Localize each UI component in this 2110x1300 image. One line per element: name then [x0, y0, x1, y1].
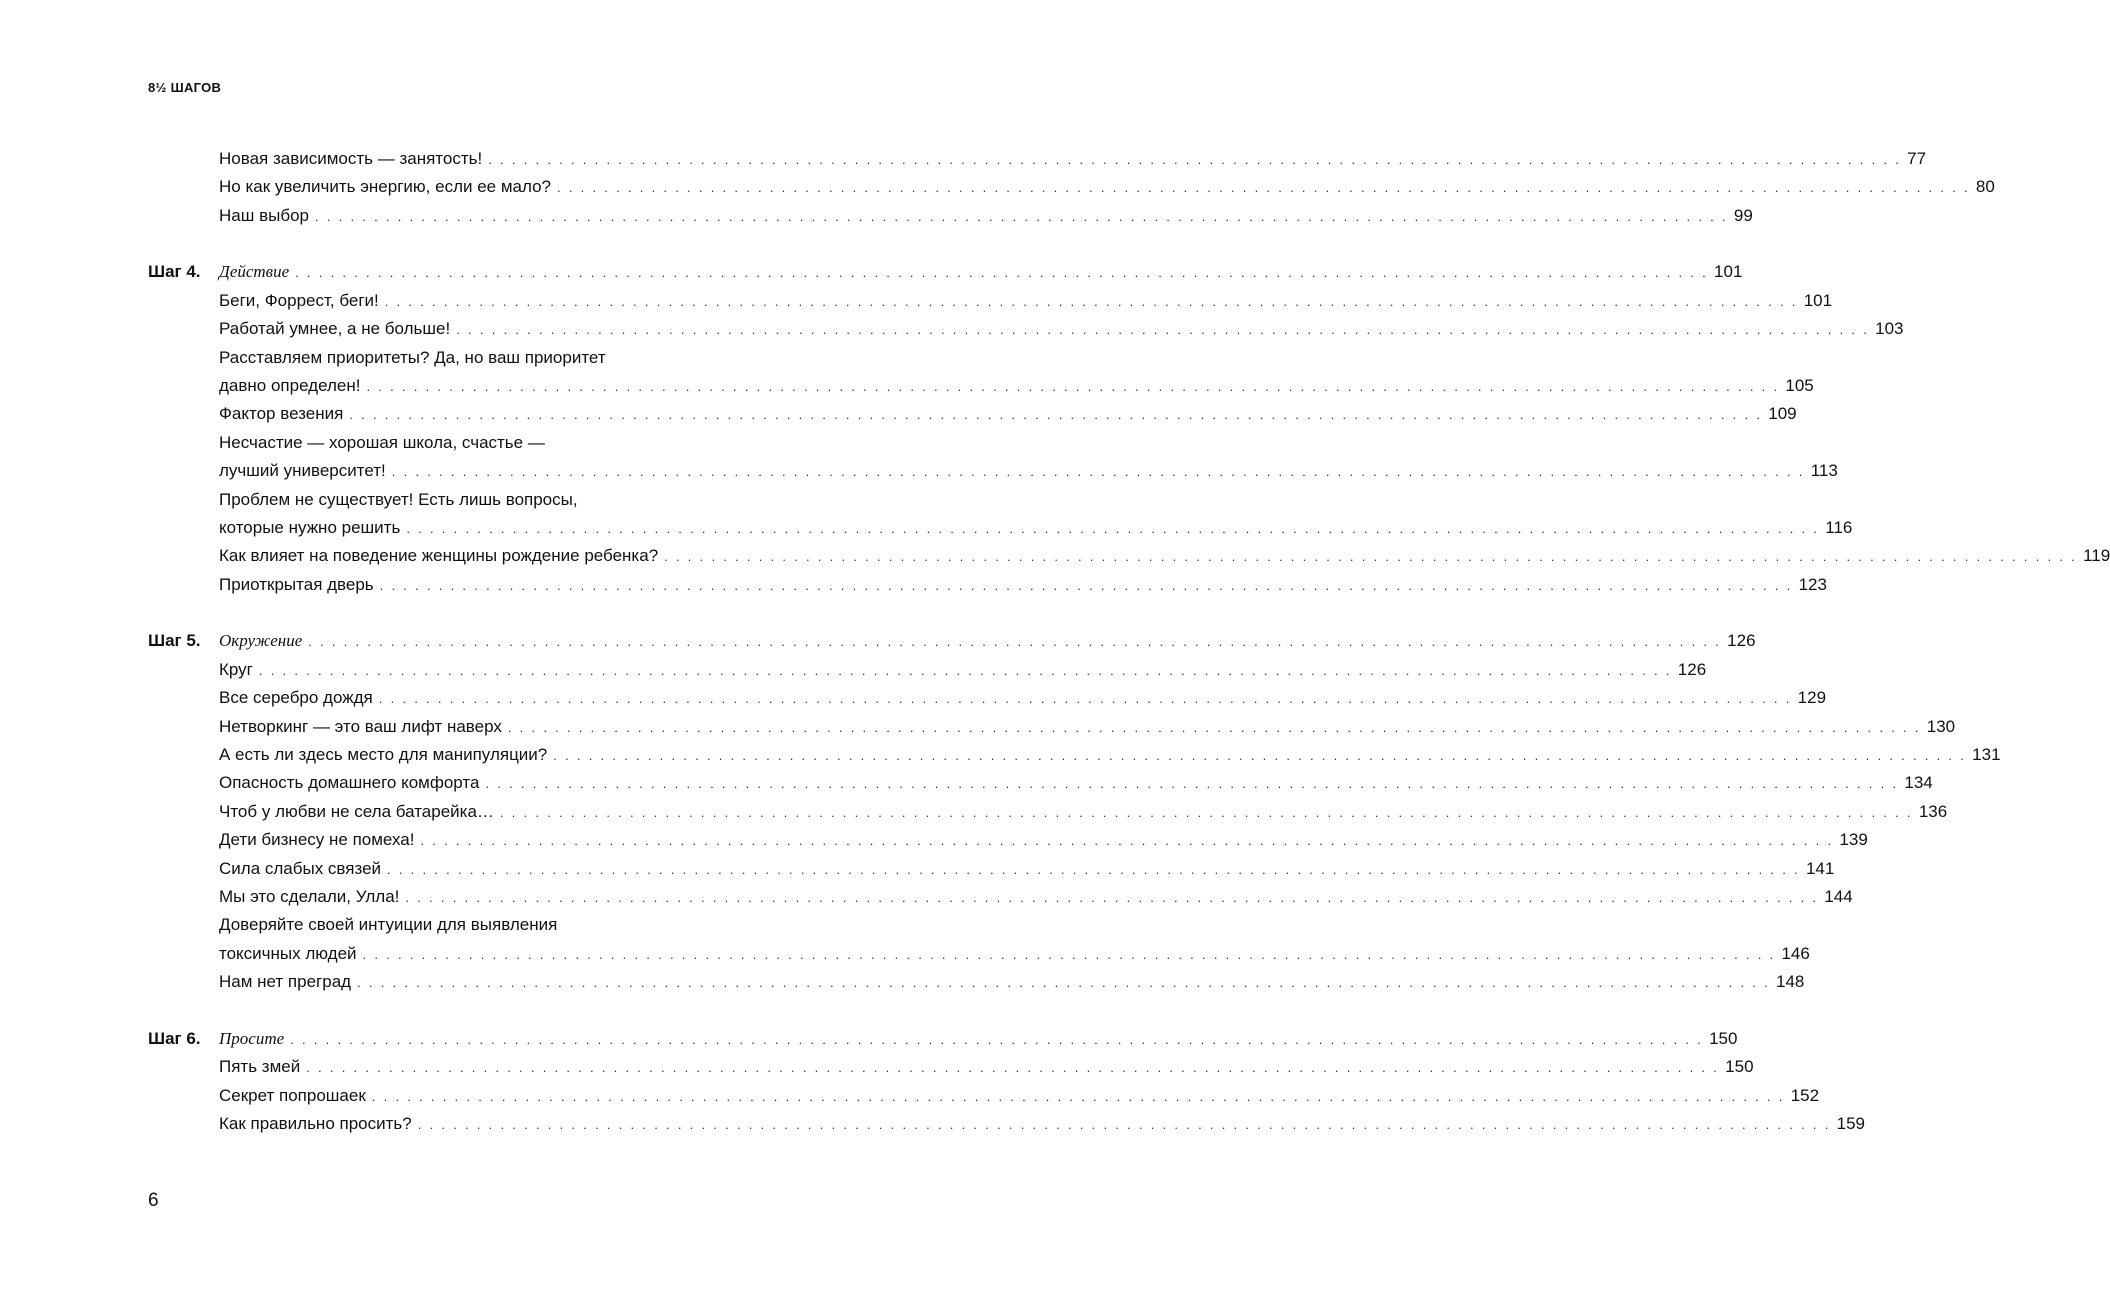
toc-step-label: Шаг 5. [148, 631, 201, 651]
toc-entry [219, 486, 762, 514]
toc-row [0, 798, 1948, 826]
toc-row [0, 1053, 1754, 1081]
toc-dot-leader: . . . . . . . . . . . . . . . . . . . . . . . . . . . . . . . . . . . . . . . . . . . . . . . . . . . . . . . . . . . . . . . . . . . . . . . . . . . . . . . . . . . . . . . . . . . . . . . . . . . . . . . . . . . . . . . . . . . . . . . . [391, 464, 1805, 480]
toc-dot-leader: . . . . . . . . . . . . . . . . . . . . . . . . . . . . . . . . . . . . . . . . . . . . . . . . . . . . . . . . . . . . . . . . . . . . . . . . . . . . . . . . . . . . . . . . . . . . . . . . . . . . . . . . . . . . . . . . . . . . . . . . [456, 322, 1870, 338]
toc-dot-leader: . . . . . . . . . . . . . . . . . . . . . . . . . . . . . . . . . . . . . . . . . . . . . . . . . . . . . . . . . . . . . . . . . . . . . . . . . . . . . . . . . . . . . . . . . . . . . . . . . . . . . . . . . . . . . . . . . . . . . . . . [349, 407, 1763, 423]
toc-page-number: 129 [1797, 688, 1827, 708]
toc-dot-leader: . . . . . . . . . . . . . . . . . . . . . . . . . . . . . . . . . . . . . . . . . . . . . . . . . . . . . . . . . . . . . . . . . . . . . . . . . . . . . . . . . . . . . . . . . . . . . . . . . . . . . . . . . . . . . . . . . . . . . . . . [306, 1060, 1720, 1076]
toc-entry-title: А есть ли здесь место для манипуляции? [219, 745, 548, 765]
toc-page-number: 139 [1839, 830, 1868, 850]
toc-page-number: 116 [1825, 517, 1853, 537]
toc-dot-leader: . . . . . . . . . . . . . . . . . . . . . . . . . . . . . . . . . . . . . . . . . . . . . . . . . . . . . . . . . . . . . . . . . . . . . . . . . . . . . . . . . . . . . . . . . . . . . . . . . . . . . . . . . . . . . . . . . . . . . . . . [507, 719, 1921, 735]
toc-step-row [0, 1025, 1738, 1053]
toc-entry-title: Опасность домашнего комфорта [219, 773, 480, 793]
toc-row [0, 429, 904, 457]
toc-dot-leader: . . . . . . . . . . . . . . . . . . . . . . . . . . . . . . . . . . . . . . . . . . . . . . . . . . . . . . . . . . . . . . . . . . . . . . . . . . . . . . . . . . . . . . . . . . . . . . . . . . . . . . . . . . . . . . . . . . . . . . . . [664, 549, 2078, 565]
toc-entry-title: токсичных людей [219, 943, 357, 963]
toc-row [0, 287, 1833, 315]
toc-entry-title: Расставляем приоритеты? Да, но ваш приоритет [219, 347, 606, 367]
toc-row [0, 173, 1995, 201]
toc-entry [219, 344, 762, 372]
toc-page-number: 101 [1714, 262, 1743, 282]
toc-entry-title: Дети бизнесу не помеха! [219, 830, 415, 850]
toc-row [0, 344, 904, 372]
toc-entry [219, 713, 1956, 741]
toc-row [0, 571, 1827, 599]
toc-page-number: 123 [1798, 574, 1827, 594]
toc-entry [219, 940, 1810, 968]
toc-entry-title: Несчастие — хорошая школа, счастье — [219, 432, 545, 452]
toc-step-label: Шаг 4. [148, 262, 201, 282]
toc-page-number: 150 [1709, 1028, 1738, 1048]
section-gap [0, 230, 904, 258]
toc-page-number: 105 [1785, 376, 1814, 396]
toc-entry [219, 1025, 1738, 1053]
toc-page-number: 144 [1824, 886, 1853, 906]
toc-page-number: 126 [1727, 631, 1756, 651]
toc-row [0, 713, 1956, 741]
toc-dot-leader: . . . . . . . . . . . . . . . . . . . . . . . . . . . . . . . . . . . . . . . . . . . . . . . . . . . . . . . . . . . . . . . . . . . . . . . . . . . . . . . . . . . . . . . . . . . . . . . . . . . . . . . . . . . . . . . . . . . . . . . . [258, 662, 1672, 678]
page-number: 6 [148, 1190, 159, 1211]
section-gap [0, 599, 904, 627]
toc-entry [219, 258, 1743, 286]
toc-row [0, 940, 1810, 968]
running-head: 8½ ШАГОВ [148, 80, 222, 95]
toc-page-number: 141 [1805, 858, 1835, 878]
toc-entry-title: лучший университет! [219, 461, 386, 481]
toc-dot-leader: . . . . . . . . . . . . . . . . . . . . . . . . . . . . . . . . . . . . . . . . . . . . . . . . . . . . . . . . . . . . . . . . . . . . . . . . . . . . . . . . . . . . . . . . . . . . . . . . . . . . . . . . . . . . . . . . . . . . . . . . [290, 1031, 1704, 1047]
toc-entry-title: Наш выбор [219, 205, 309, 225]
toc-dot-leader: . . . . . . . . . . . . . . . . . . . . . . . . . . . . . . . . . . . . . . . . . . . . . . . . . . . . . . . . . . . . . . . . . . . . . . . . . . . . . . . . . . . . . . . . . . . . . . . . . . . . . . . . . . . . . . . . . . . . . . . . [378, 691, 1792, 707]
toc-row [0, 855, 1835, 883]
toc-entry-title: Пять змей [219, 1057, 301, 1077]
toc-entry [219, 372, 1814, 400]
toc-entry-title: Проблем не существует! Есть лишь вопросы, [219, 489, 578, 509]
toc-page-number: 130 [1926, 716, 1956, 736]
toc-entry-title: Работай умнее, а не больше! [219, 319, 451, 339]
section-gap [0, 997, 904, 1025]
toc-page-number: 103 [1875, 319, 1904, 339]
toc-entry [219, 400, 1797, 428]
toc-dot-leader: . . . . . . . . . . . . . . . . . . . . . . . . . . . . . . . . . . . . . . . . . . . . . . . . . . . . . . . . . . . . . . . . . . . . . . . . . . . . . . . . . . . . . . . . . . . . . . . . . . . . . . . . . . . . . . . . . . . . . . . . [553, 748, 1967, 764]
toc-entry [219, 315, 1904, 343]
toc-page-number: 146 [1781, 943, 1810, 963]
toc-page-number: 150 [1725, 1057, 1754, 1077]
toc-dot-leader: . . . . . . . . . . . . . . . . . . . . . . . . . . . . . . . . . . . . . . . . . . . . . . . . . . . . . . . . . . . . . . . . . . . . . . . . . . . . . . . . . . . . . . . . . . . . . . . . . . . . . . . . . . . . . . . . . . . . . . . . [485, 776, 1899, 792]
toc-page-number: 80 [1975, 177, 1995, 197]
toc-entry [219, 542, 2110, 570]
toc-dot-leader: . . . . . . . . . . . . . . . . . . . . . . . . . . . . . . . . . . . . . . . . . . . . . . . . . . . . . . . . . . . . . . . . . . . . . . . . . . . . . . . . . . . . . . . . . . . . . . . . . . . . . . . . . . . . . . . . . . . . . . . . [488, 152, 1902, 167]
toc-row [0, 514, 1853, 542]
toc-page-number: 109 [1768, 404, 1797, 424]
toc-page-number: 99 [1733, 205, 1753, 225]
toc-entry-title: Чтоб у любви не села батарейка… [219, 801, 494, 821]
toc-dot-leader: . . . . . . . . . . . . . . . . . . . . . . . . . . . . . . . . . . . . . . . . . . . . . . . . . . . . . . . . . . . . . . . . . . . . . . . . . . . . . . . . . . . . . . . . . . . . . . . . . . . . . . . . . . . . . . . . . . . . . . . . [357, 975, 1770, 991]
toc-entry [219, 1082, 1820, 1110]
toc-entry [219, 883, 1853, 911]
table-of-contents [0, 145, 2110, 1138]
toc-row [0, 883, 1853, 911]
toc-row [0, 656, 1707, 684]
toc-dot-leader: . . . . . . . . . . . . . . . . . . . . . . . . . . . . . . . . . . . . . . . . . . . . . . . . . . . . . . . . . . . . . . . . . . . . . . . . . . . . . . . . . . . . . . . . . . . . . . . . . . . . . . . . . . . . . . . . . . . . . . . . [417, 1117, 1831, 1132]
toc-dot-leader: . . . . . . . . . . . . . . . . . . . . . . . . . . . . . . . . . . . . . . . . . . . . . . . . . . . . . . . . . . . . . . . . . . . . . . . . . . . . . . . . . . . . . . . . . . . . . . . . . . . . . . . . . . . . . . . . . . . . . . . . [295, 265, 1709, 281]
toc-dot-leader: . . . . . . . . . . . . . . . . . . . . . . . . . . . . . . . . . . . . . . . . . . . . . . . . . . . . . . . . . . . . . . . . . . . . . . . . . . . . . . . . . . . . . . . . . . . . . . . . . . . . . . . . . . . . . . . . . . . . . . . . [557, 180, 1970, 196]
toc-entry-title: Нам нет преград [219, 972, 352, 992]
toc-step-row [0, 627, 1756, 655]
toc-dot-leader: . . . . . . . . . . . . . . . . . . . . . . . . . . . . . . . . . . . . . . . . . . . . . . . . . . . . . . . . . . . . . . . . . . . . . . . . . . . . . . . . . . . . . . . . . . . . . . . . . . . . . . . . . . . . . . . . . . . . . . . . [371, 1088, 1785, 1104]
toc-entry [219, 769, 1933, 797]
toc-entry-title: давно определен! [219, 376, 361, 396]
toc-entry [219, 571, 1827, 599]
toc-entry [219, 145, 1927, 173]
toc-dot-leader: . . . . . . . . . . . . . . . . . . . . . . . . . . . . . . . . . . . . . . . . . . . . . . . . . . . . . . . . . . . . . . . . . . . . . . . . . . . . . . . . . . . . . . . . . . . . . . . . . . . . . . . . . . . . . . . . . . . . . . . . [405, 889, 1819, 905]
toc-row [0, 457, 1838, 485]
toc-entry-title: Но как увеличить энергию, если ее мало? [219, 177, 551, 197]
toc-dot-leader: . . . . . . . . . . . . . . . . . . . . . . . . . . . . . . . . . . . . . . . . . . . . . . . . . . . . . . . . . . . . . . . . . . . . . . . . . . . . . . . . . . . . . . . . . . . . . . . . . . . . . . . . . . . . . . . . . . . . . . . . [362, 946, 1776, 962]
toc-step-row [0, 258, 1743, 286]
toc-row [0, 542, 2110, 570]
toc-dot-leader: . . . . . . . . . . . . . . . . . . . . . . . . . . . . . . . . . . . . . . . . . . . . . . . . . . . . . . . . . . . . . . . . . . . . . . . . . . . . . . . . . . . . . . . . . . . . . . . . . . . . . . . . . . . . . . . . . . . . . . . . [366, 379, 1780, 395]
toc-entry-title: Доверяйте своей интуиции для выявления [219, 915, 558, 935]
toc-entry-title: Как влияет на поведение женщины рождение ребенка? [219, 546, 659, 566]
toc-entry-title: Как правильно просить? [219, 1114, 412, 1133]
toc-entry-title: Мы это сделали, Улла! [219, 886, 400, 906]
toc-row [0, 315, 1904, 343]
toc-step-title: Действие [219, 262, 290, 282]
toc-entry [219, 911, 762, 939]
toc-page-number: 126 [1677, 659, 1707, 679]
toc-entry-title: Секрет попрошаек [219, 1085, 366, 1105]
toc-row [0, 1110, 1866, 1138]
toc-entry [219, 173, 1995, 201]
toc-row [0, 145, 1927, 173]
toc-step-title: Просите [219, 1028, 285, 1048]
toc-entry [219, 429, 762, 457]
toc-entry [219, 1110, 1866, 1138]
toc-dot-leader: . . . . . . . . . . . . . . . . . . . . . . . . . . . . . . . . . . . . . . . . . . . . . . . . . . . . . . . . . . . . . . . . . . . . . . . . . . . . . . . . . . . . . . . . . . . . . . . . . . . . . . . . . . . . . . . . . . . . . . . . [384, 293, 1798, 309]
toc-entry-title: Круг [219, 659, 253, 679]
toc-row [0, 486, 904, 514]
toc-entry [219, 684, 1827, 712]
toc-entry-title: Нетворкинг — это ваш лифт наверх [219, 716, 502, 736]
toc-entry [219, 968, 1805, 996]
toc-page-number: 119 [2083, 546, 2110, 566]
toc-row [0, 1082, 1820, 1110]
toc-entry [219, 826, 1868, 854]
toc-row [0, 372, 1814, 400]
toc-dot-leader: . . . . . . . . . . . . . . . . . . . . . . . . . . . . . . . . . . . . . . . . . . . . . . . . . . . . . . . . . . . . . . . . . . . . . . . . . . . . . . . . . . . . . . . . . . . . . . . . . . . . . . . . . . . . . . . . . . . . . . . . [387, 861, 1800, 877]
toc-step-label: Шаг 6. [148, 1028, 201, 1048]
toc-page-number: 101 [1803, 290, 1833, 310]
toc-page-number: 134 [1904, 773, 1933, 793]
toc-entry-title: которые нужно решить [219, 517, 401, 537]
toc-dot-leader: . . . . . . . . . . . . . . . . . . . . . . . . . . . . . . . . . . . . . . . . . . . . . . . . . . . . . . . . . . . . . . . . . . . . . . . . . . . . . . . . . . . . . . . . . . . . . . . . . . . . . . . . . . . . . . . . . . . . . . . . [406, 520, 1820, 536]
toc-page-number: 77 [1907, 149, 1927, 168]
toc-row [0, 968, 1805, 996]
toc-page-number: 148 [1776, 972, 1805, 992]
toc-row [0, 202, 1753, 230]
toc-entry [219, 627, 1756, 655]
toc-dot-leader: . . . . . . . . . . . . . . . . . . . . . . . . . . . . . . . . . . . . . . . . . . . . . . . . . . . . . . . . . . . . . . . . . . . . . . . . . . . . . . . . . . . . . . . . . . . . . . . . . . . . . . . . . . . . . . . . . . . . . . . . [315, 208, 1728, 224]
toc-page-number: 113 [1810, 461, 1838, 481]
toc-page-number: 136 [1918, 801, 1948, 821]
toc-row [0, 741, 2001, 769]
toc-step-title: Окружение [219, 631, 303, 651]
toc-entry-title: Фактор везения [219, 404, 344, 424]
toc-page-number: 159 [1836, 1114, 1866, 1133]
toc-entry [219, 741, 2001, 769]
toc-entry-title: Приоткрытая дверь [219, 574, 374, 594]
toc-row [0, 911, 904, 939]
toc-row [0, 769, 1933, 797]
toc-dot-leader: . . . . . . . . . . . . . . . . . . . . . . . . . . . . . . . . . . . . . . . . . . . . . . . . . . . . . . . . . . . . . . . . . . . . . . . . . . . . . . . . . . . . . . . . . . . . . . . . . . . . . . . . . . . . . . . . . . . . . . . . [420, 833, 1834, 849]
toc-entry [219, 457, 1838, 485]
toc-row [0, 684, 1827, 712]
toc-dot-leader: . . . . . . . . . . . . . . . . . . . . . . . . . . . . . . . . . . . . . . . . . . . . . . . . . . . . . . . . . . . . . . . . . . . . . . . . . . . . . . . . . . . . . . . . . . . . . . . . . . . . . . . . . . . . . . . . . . . . . . . . [308, 634, 1722, 650]
toc-row [0, 826, 1868, 854]
toc-entry [219, 798, 1948, 826]
toc-row [0, 400, 1797, 428]
toc-entry-title: Беги, Форрест, беги! [219, 290, 379, 310]
toc-page-number: 131 [1972, 745, 2001, 765]
toc-entry [219, 656, 1707, 684]
toc-entry [219, 287, 1833, 315]
toc-entry-title: Все серебро дождя [219, 688, 373, 708]
toc-dot-leader: . . . . . . . . . . . . . . . . . . . . . . . . . . . . . . . . . . . . . . . . . . . . . . . . . . . . . . . . . . . . . . . . . . . . . . . . . . . . . . . . . . . . . . . . . . . . . . . . . . . . . . . . . . . . . . . . . . . . . . . . [379, 577, 1793, 593]
toc-entry [219, 514, 1853, 542]
toc-entry [219, 855, 1835, 883]
toc-entry-title: Сила слабых связей [219, 858, 382, 878]
toc-entry [219, 1053, 1754, 1081]
toc-page-number: 152 [1790, 1085, 1820, 1105]
toc-entry [219, 202, 1753, 230]
toc-dot-leader: . . . . . . . . . . . . . . . . . . . . . . . . . . . . . . . . . . . . . . . . . . . . . . . . . . . . . . . . . . . . . . . . . . . . . . . . . . . . . . . . . . . . . . . . . . . . . . . . . . . . . . . . . . . . . . . . . . . . . . . . [499, 804, 1913, 820]
toc-entry-title: Новая зависимость — занятость! [219, 149, 483, 168]
